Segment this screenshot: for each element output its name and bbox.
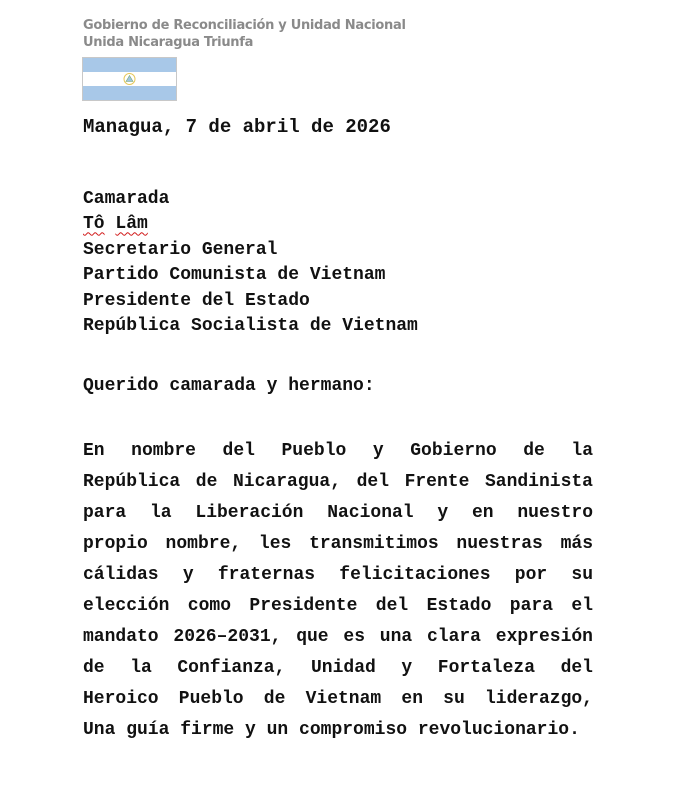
body-line: República de Nicaragua, del Frente Sandinista — [83, 472, 593, 492]
body-line: Heroico Pueblo de Vietnam en su liderazgo, — [83, 689, 593, 709]
recipient-title-2: Presidente del Estado — [83, 290, 310, 311]
recipient-name-part1: Tô — [83, 214, 105, 235]
recipient-organization-2: República Socialista de Vietnam — [83, 315, 418, 336]
recipient-title-1: Secretario General — [83, 239, 278, 260]
flag-graphic — [83, 58, 176, 100]
recipient-block — [83, 187, 418, 339]
recipient-name-part2: Lâm — [115, 214, 148, 235]
body-line: En nombre del Pueblo y Gobierno de la — [83, 441, 593, 461]
letter-body — [83, 436, 593, 746]
recipient-organization-1: Partido Comunista de Vietnam — [83, 265, 386, 286]
nicaragua-flag-icon — [82, 57, 177, 101]
body-line: mandato 2026–2031, que es una clara expresión — [83, 627, 593, 647]
recipient-salutation: Camarada — [83, 189, 170, 209]
body-line: Una guía firme y un compromiso revolucionario. — [83, 720, 580, 740]
letter-greeting: Querido camarada y hermano: — [83, 376, 375, 396]
body-line: de la Confianza, Unidad y Fortaleza del — [83, 658, 593, 678]
body-line: para la Liberación Nacional y en nuestro — [83, 503, 593, 523]
body-line: cálidas y fraternas felicitaciones por su — [83, 565, 593, 585]
body-line: elección como Presidente del Estado para el — [83, 596, 593, 616]
body-line: propio nombre, les transmitimos nuestras más — [83, 534, 593, 554]
letter-date: Managua, 7 de abril de 2026 — [83, 116, 391, 138]
recipient-name — [83, 212, 418, 237]
government-header — [83, 17, 406, 51]
government-slogan: Unida Nicaragua Triunfa — [83, 35, 254, 50]
government-name: Gobierno de Reconciliación y Unidad Nacional — [83, 18, 406, 33]
